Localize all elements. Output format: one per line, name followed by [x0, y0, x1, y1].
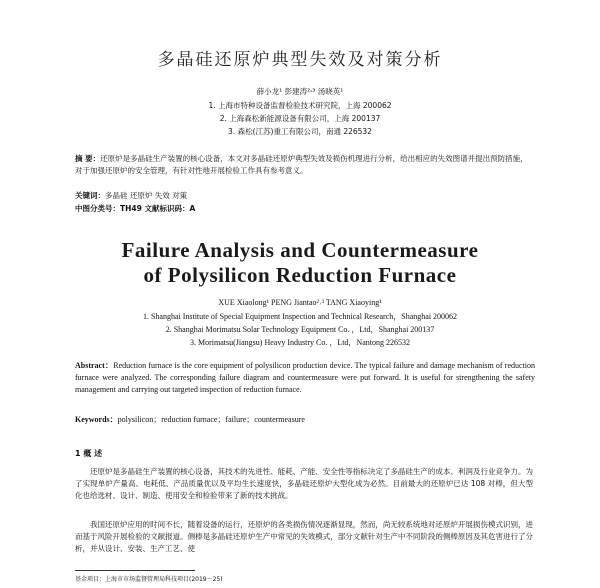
chinese-abstract [75, 153, 530, 176]
chinese-affiliation-1: 1. 上海市特种设备监督检验技术研究院，上海 200062 [208, 101, 392, 110]
chinese-authors: 薛小龙¹ 彭建涛²˒³ 汤晓英¹ [256, 87, 344, 96]
chinese-keywords [75, 190, 530, 202]
english-keywords-text: polysilicon；reduction furnace；failure；countermeasure [117, 415, 305, 424]
chinese-affiliation-2: 2. 上海森松新能源设备有限公司，上海 200137 [219, 114, 381, 123]
english-affiliation-2: 2. Shanghai Morimatsu Solar Technology Equipment Co. ，Ltd，Shanghai 200137 [165, 325, 435, 334]
chinese-abstract-label: 摘 要： [75, 154, 101, 163]
english-authors: XUE Xiaolong¹ PENG Jiantao²˒³ TANG Xiaoying¹ [218, 298, 382, 307]
english-title-line-2: of Polysilicon Reduction Furnace [143, 263, 457, 287]
english-keywords-label: Keywords： [75, 415, 118, 424]
body-paragraph-2: 我国还原炉应用的时间不长，随着设备的运行，还原炉的各类损伤情况逐渐显现，然而，尚无较系统地对还原炉开展损伤模式识别，进而基于风险开展检验的文献报道。侧棒是多晶硅还原炉生产中常见的失效模式，部分文献针对生产中不同阶段的侧棒原因及其危害进行了分析，并从设计、安装、生产工艺、使 [75, 520, 533, 553]
chinese-keywords-label: 关键词： [75, 191, 105, 200]
english-title-line-1: Failure Analysis and Countermeasure [121, 238, 479, 262]
chinese-title: 多晶硅还原炉典型失效及对策分析 [157, 50, 443, 70]
classification-line: 中图分类号：TH49 文献标识码：A [75, 204, 196, 213]
english-abstract-label: Abstract： [75, 361, 114, 370]
chinese-abstract-text: 还原炉是多晶硅生产装置的核心设备，本文对多晶硅还原炉典型失效及损伤机理进行分析，给出相应的失效图谱并提出预防措施，对于加强还原炉的安全管理，有针对性地开展检验工作具有参考意义。 [75, 154, 528, 175]
english-keywords [75, 414, 535, 426]
chinese-affiliation-3: 3. 森松(江苏)重工有限公司，南通 226532 [228, 127, 372, 136]
body-paragraph-1: 还原炉是多晶硅生产装置的核心设备，其技术的先进性、能耗、产能、安全性等指标决定了多晶硅生产的成本、利润及行业竞争力。为了实现单炉产量高、电耗低、产品质量优以及平均生长速度快，多晶硅还原炉大型化成为必然。目前最大的还原炉已达 108 对棒，但大型化也给选材、设计、制造、使用安全和检验带来了新的技术挑战。 [75, 467, 533, 500]
english-affiliation-1: 1. Shanghai Institute of Special Equipment Inspection and Technical Research，Shanghai 200062 [142, 312, 458, 321]
english-abstract [75, 360, 535, 396]
english-affiliation-3: 3. Morimatsu(Jiangsu) Heavy Industry Co. ，Ltd，Nantong 226532 [190, 338, 410, 347]
chinese-keywords-text: 多晶硅 还原炉 失效 对策 [105, 191, 188, 200]
section-heading: 1 概 述 [75, 449, 103, 458]
footnote: 基金项目：上海市市场监督管理局科技项目(2019－25) [75, 576, 223, 583]
footnote-rule [75, 570, 195, 571]
english-abstract-text: Reduction furnace is the core equipment of polysilicon production device. The typical failure and damage mechanism of reduction furnace were analyzed. The corresponding failure diagram and countermeasure were put forward. It is useful for strengthening the safety management and carrying out targeted inspection of reduction furnace. [75, 361, 535, 394]
